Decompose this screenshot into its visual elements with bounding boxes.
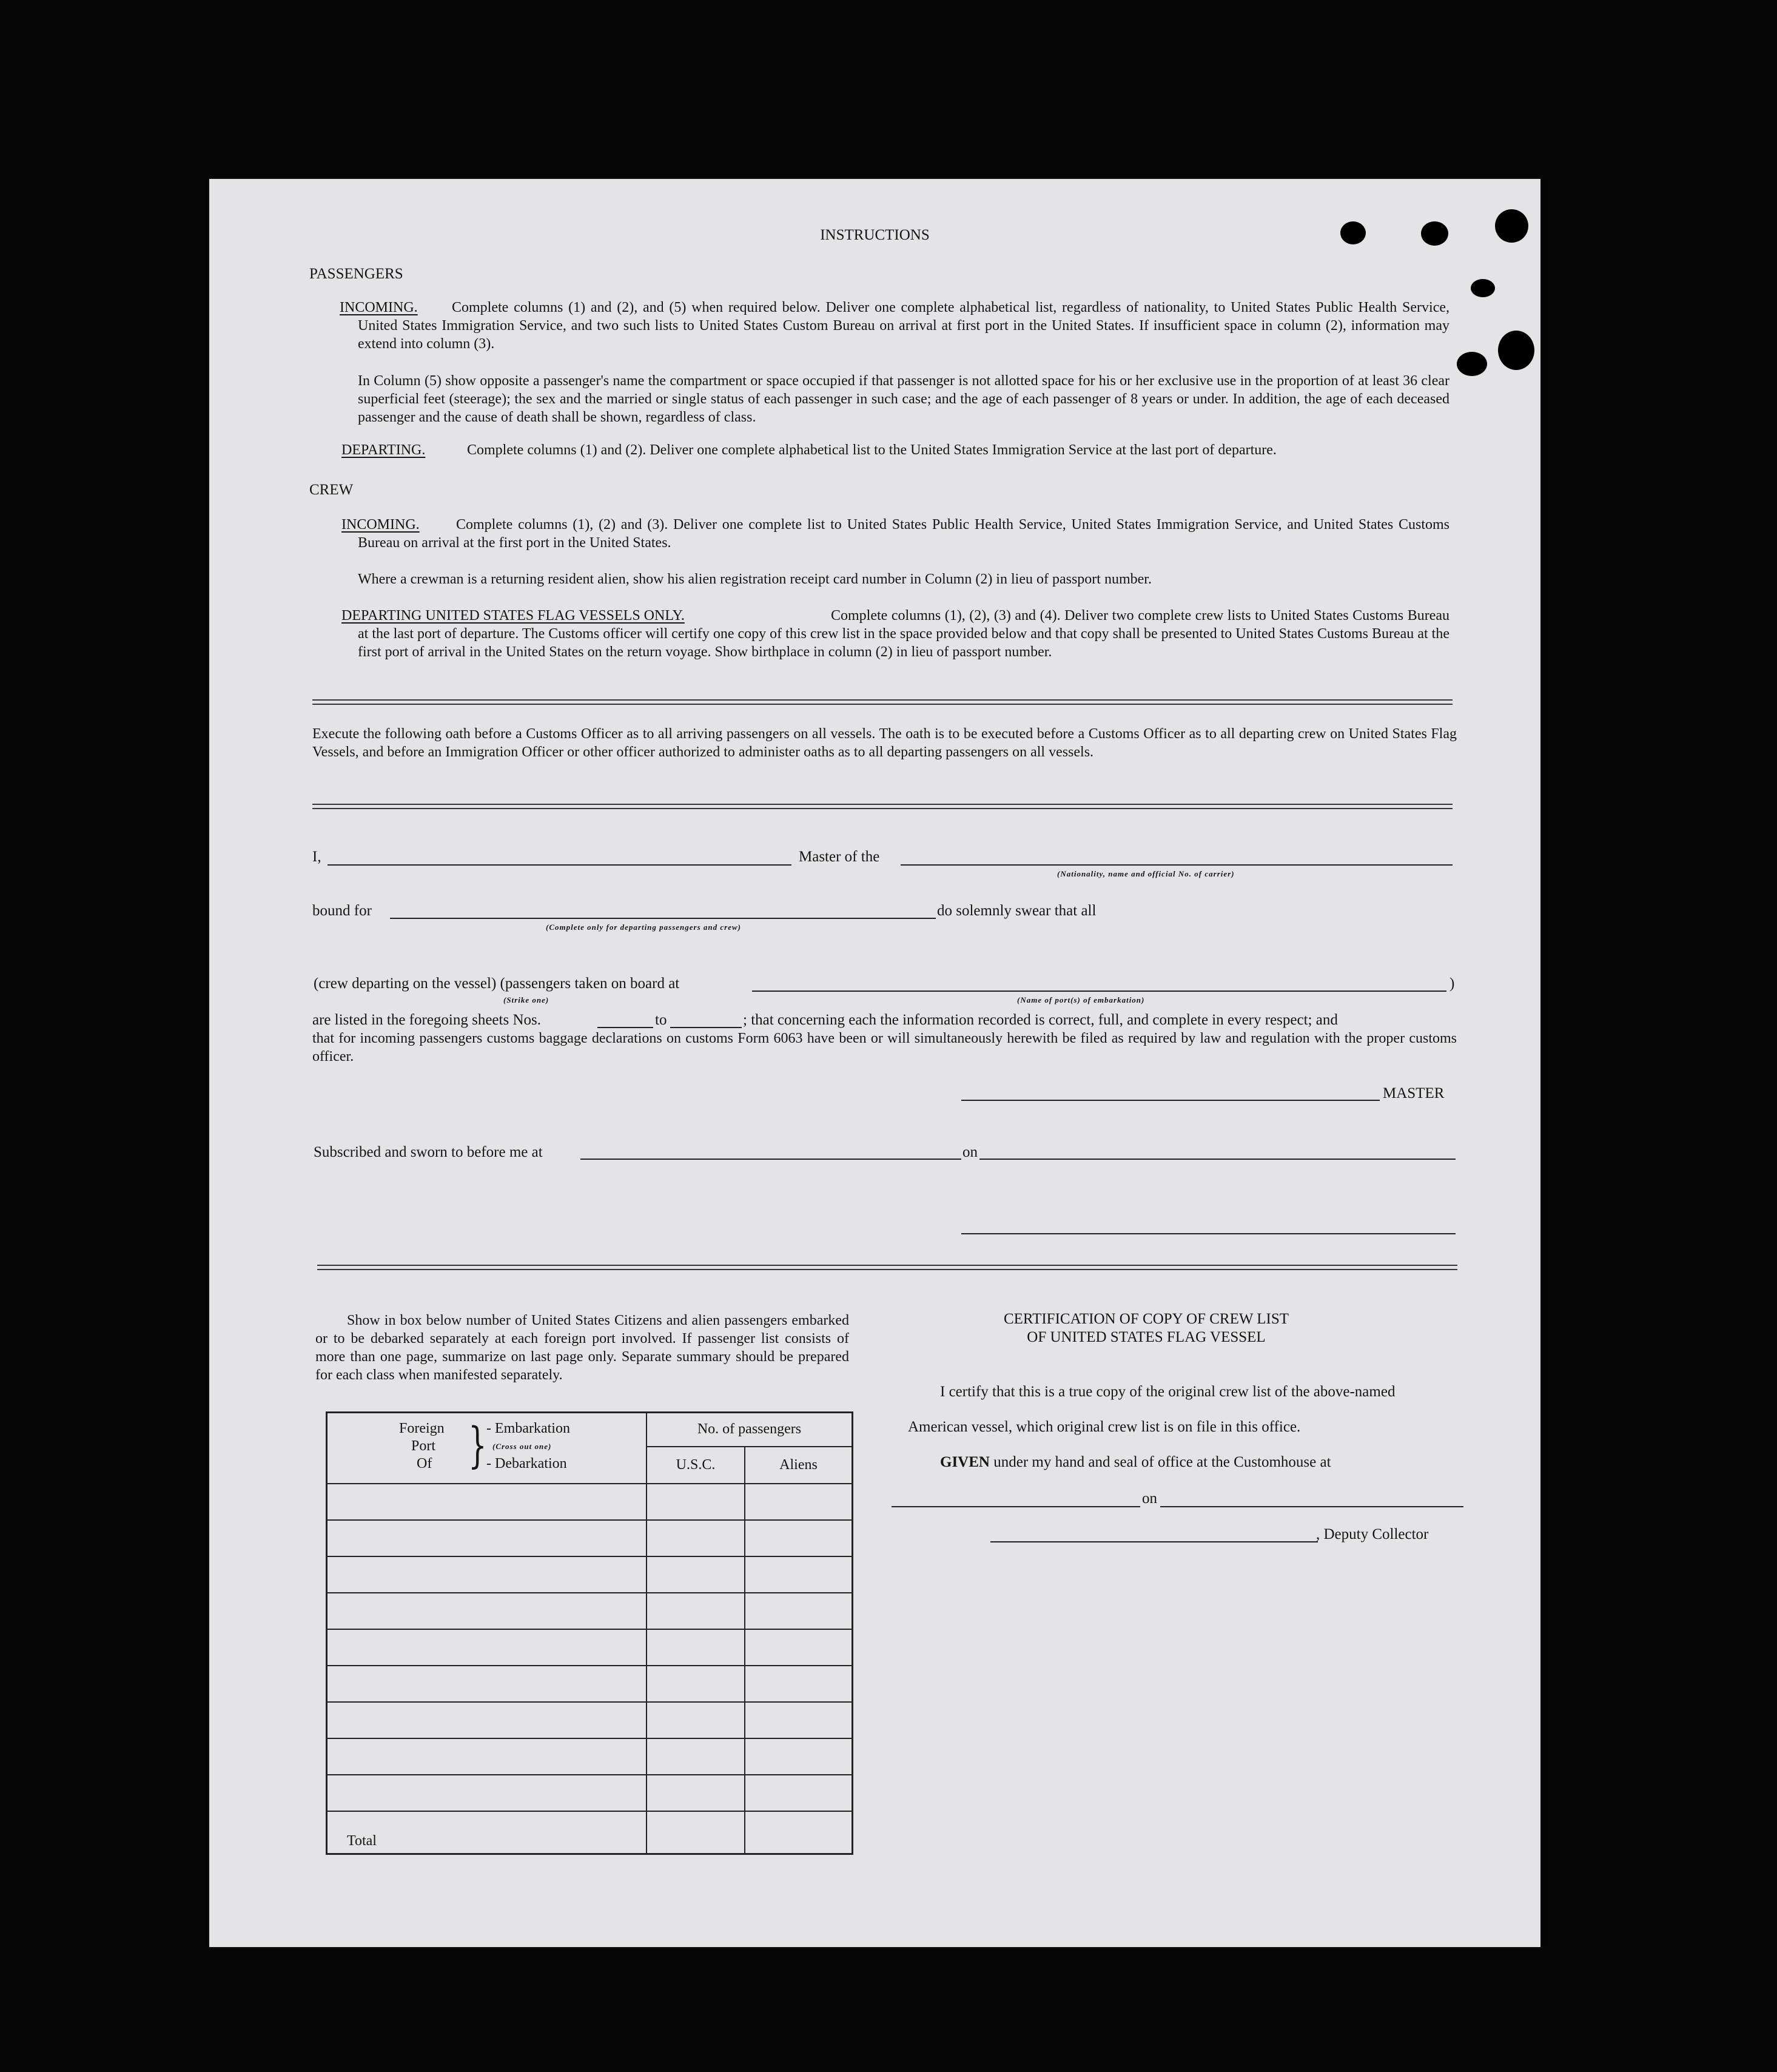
passenger-summary-table	[326, 1411, 853, 1855]
passengers-incoming-label: INCOMING.	[340, 300, 418, 315]
aliens-cell[interactable]	[745, 1702, 853, 1738]
usc-cell[interactable]	[647, 1484, 745, 1520]
ports-field[interactable]	[752, 991, 1446, 992]
usc-cell[interactable]	[647, 1738, 745, 1775]
master-name-field[interactable]	[328, 864, 791, 866]
foreign-label: Foreign	[399, 1421, 445, 1436]
crew-departing-text: Complete columns (1), (2), (3) and (4). Deliver two complete crew lists to United States Customs Bureau at the last port of departure. The Customs officer will certify one copy of this crew list in the space provided below and that copy shall be presented to United States Customs Bureau at the first port of arrival in the United States on the return voyage. Show birthplace in column (2) in lieu of passport number.	[358, 608, 1449, 660]
total-label: Total	[327, 1811, 647, 1854]
port-cell[interactable]	[327, 1556, 647, 1593]
form-page	[209, 179, 1540, 1947]
crew-incoming-text: Complete columns (1), (2) and (3). Deliver one complete list to United States Public Health Service, United States Immigration Service, and United States Customs Bureau on arrival at the first port in the United States.	[358, 517, 1449, 551]
concerning-text: ; that concerning each the information recorded is correct, full, and complete in every respect; and	[743, 1012, 1338, 1028]
bound-for-field[interactable]	[390, 918, 936, 919]
usc-cell[interactable]	[647, 1629, 745, 1666]
sheet-from-field[interactable]	[597, 1027, 653, 1028]
oath-rest-text: that for incoming passengers customs baggage declarations on customs Form 6063 have been or will simultaneously herewith be filed as required by law and regulation with the proper customs officer.	[312, 1031, 1457, 1065]
total-row	[327, 1811, 853, 1854]
sworn-at-field[interactable]	[580, 1159, 961, 1160]
aliens-cell[interactable]	[745, 1629, 853, 1666]
divider	[312, 804, 1453, 809]
port-header-cell	[327, 1413, 647, 1484]
embarkation-option[interactable]: - Embarkation	[486, 1421, 570, 1436]
port-cell[interactable]	[327, 1593, 647, 1629]
officer-signature-field[interactable]	[961, 1233, 1456, 1234]
oath-i: I,	[312, 849, 321, 865]
table-row	[327, 1520, 853, 1556]
swear-text: do solemnly swear that all	[937, 903, 1097, 919]
subscribed-text: Subscribed and sworn to before me at	[314, 1144, 543, 1160]
port-cell[interactable]	[327, 1484, 647, 1520]
page-title: INSTRUCTIONS	[820, 227, 930, 243]
usc-cell[interactable]	[647, 1593, 745, 1629]
divider	[317, 1265, 1457, 1270]
aliens-cell[interactable]	[745, 1738, 853, 1775]
ink-blot	[1471, 279, 1495, 297]
table-row	[327, 1775, 853, 1811]
nationality-caption: (Nationality, name and official No. of carrier)	[1057, 869, 1235, 878]
aliens-cell[interactable]	[745, 1484, 853, 1520]
given-text: GIVEN under my hand and seal of office at the Customhouse at	[940, 1454, 1331, 1470]
passengers-incoming-text: Complete columns (1) and (2), and (5) when required below. Deliver one complete alphabetical list, regardless of nationality, to United States Public Health Service, United States Immigration Service, and two such lists to United States Custom Bureau on arrival at first port in the United States. If insufficient space in column (2), information may extend into column (3).	[358, 300, 1449, 352]
cross-out-caption: (Cross out one)	[492, 1442, 552, 1451]
aliens-cell[interactable]	[745, 1520, 853, 1556]
debarkation-option[interactable]: - Debarkation	[486, 1456, 567, 1472]
brace-icon: }	[468, 1417, 487, 1473]
usc-header: U.S.C.	[647, 1447, 745, 1484]
of-label: Of	[417, 1456, 432, 1472]
cert-on-label: on	[1142, 1490, 1157, 1507]
usc-cell[interactable]	[647, 1666, 745, 1702]
cert-date-field[interactable]	[1160, 1506, 1463, 1507]
carrier-field[interactable]	[901, 864, 1453, 866]
table-row	[327, 1666, 853, 1702]
master-label: MASTER	[1383, 1085, 1445, 1102]
ink-blot	[1457, 352, 1487, 376]
deputy-collector-label: , Deputy Collector	[1316, 1526, 1429, 1542]
port-cell[interactable]	[327, 1775, 647, 1811]
table-row	[327, 1702, 853, 1738]
ports-caption: (Name of port(s) of embarkation)	[1017, 995, 1145, 1004]
port-cell[interactable]	[327, 1702, 647, 1738]
divider	[312, 699, 1453, 705]
crew-incoming-label: INCOMING.	[341, 517, 420, 533]
certify-text: I certify that this is a true copy of the original crew list of the above-named	[940, 1384, 1396, 1400]
bound-for-label: bound for	[312, 903, 372, 919]
usc-total-cell[interactable]	[647, 1811, 745, 1854]
american-text: American vessel, which original crew list is on file in this office.	[908, 1419, 1301, 1435]
complete-only-caption: (Complete only for departing passengers and crew)	[546, 923, 741, 932]
usc-cell[interactable]	[647, 1702, 745, 1738]
crew-departing-label: DEPARTING UNITED STATES FLAG VESSELS ONLY.	[341, 608, 685, 624]
aliens-total-cell[interactable]	[745, 1811, 853, 1854]
aliens-cell[interactable]	[745, 1556, 853, 1593]
deputy-collector-signature[interactable]	[990, 1541, 1318, 1542]
passengers-column5-text: In Column (5) show opposite a passenger's name the compartment or space occupied if that passenger is not allotted space for his or her exclusive use in the proportion of at least 36 clear superficial feet (steerage); the sex and the married or single status of each passenger in such case; and the age of each passenger of 8 years or under. In addition, the age of each deceased passenger and the cause of death shall be shown, regardless of class.	[358, 373, 1449, 425]
usc-cell[interactable]	[647, 1556, 745, 1593]
port-cell[interactable]	[327, 1520, 647, 1556]
certification-title: CERTIFICATION OF COPY OF CREW LIST OF UNITED STATES FLAG VESSEL	[1003, 1311, 1289, 1345]
aliens-cell[interactable]	[745, 1593, 853, 1629]
passengers-heading: PASSENGERS	[309, 266, 403, 282]
summary-instructions: Show in box below number of United States Citizens and alien passengers embarked or to be debarked separately at each foreign port involved. If passenger list consists of more than one page, summarize on last page only. Separate summary should be prepared for each class when manifested separately.	[315, 1313, 849, 1383]
customhouse-field[interactable]	[892, 1506, 1140, 1507]
table-row	[327, 1629, 853, 1666]
port-cell[interactable]	[327, 1738, 647, 1775]
crew-resident-text: Where a crewman is a returning resident alien, show his alien registration receipt card number in Column (2) in lieu of passport number.	[358, 571, 1152, 587]
to-label: to	[655, 1012, 667, 1028]
port-label: Port	[411, 1438, 436, 1454]
crew-heading: CREW	[309, 482, 354, 498]
passengers-departing-text: Complete columns (1) and (2). Deliver one complete alphabetical list to the United States Immigration Service at the last port of departure.	[467, 442, 1277, 458]
sheet-to-field[interactable]	[670, 1027, 742, 1028]
no-passengers-header: No. of passengers	[647, 1413, 853, 1447]
table-row	[327, 1484, 853, 1520]
crew-departing-text: (crew departing on the vessel) (passengers taken on board at	[314, 975, 680, 992]
punch-hole	[1498, 331, 1534, 370]
port-cell[interactable]	[327, 1629, 647, 1666]
sworn-date-field[interactable]	[979, 1159, 1456, 1160]
close-paren: )	[1449, 975, 1455, 992]
usc-cell[interactable]	[647, 1520, 745, 1556]
port-cell[interactable]	[327, 1666, 647, 1702]
aliens-header: Aliens	[745, 1447, 853, 1484]
oath-instructions: Execute the following oath before a Customs Officer as to all arriving passengers on all vessels. The oath is to be executed before a Customs Officer as to all departing crew on United States Flag Vessels, and before an Immigration Officer or other officer authorized to administer oaths as to all departing passengers on all vessels.	[312, 726, 1457, 760]
aliens-cell[interactable]	[745, 1775, 853, 1811]
usc-cell[interactable]	[647, 1775, 745, 1811]
passengers-departing-label: DEPARTING.	[341, 442, 426, 458]
master-of-the-label: Master of the	[799, 849, 880, 865]
aliens-cell[interactable]	[745, 1666, 853, 1702]
strike-one-caption: (Strike one)	[503, 995, 549, 1004]
table-row	[327, 1556, 853, 1593]
listed-in-text: are listed in the foregoing sheets Nos.	[312, 1012, 541, 1028]
table-row	[327, 1738, 853, 1775]
table-row	[327, 1593, 853, 1629]
on-label: on	[962, 1144, 978, 1160]
master-signature-field[interactable]	[961, 1100, 1380, 1101]
